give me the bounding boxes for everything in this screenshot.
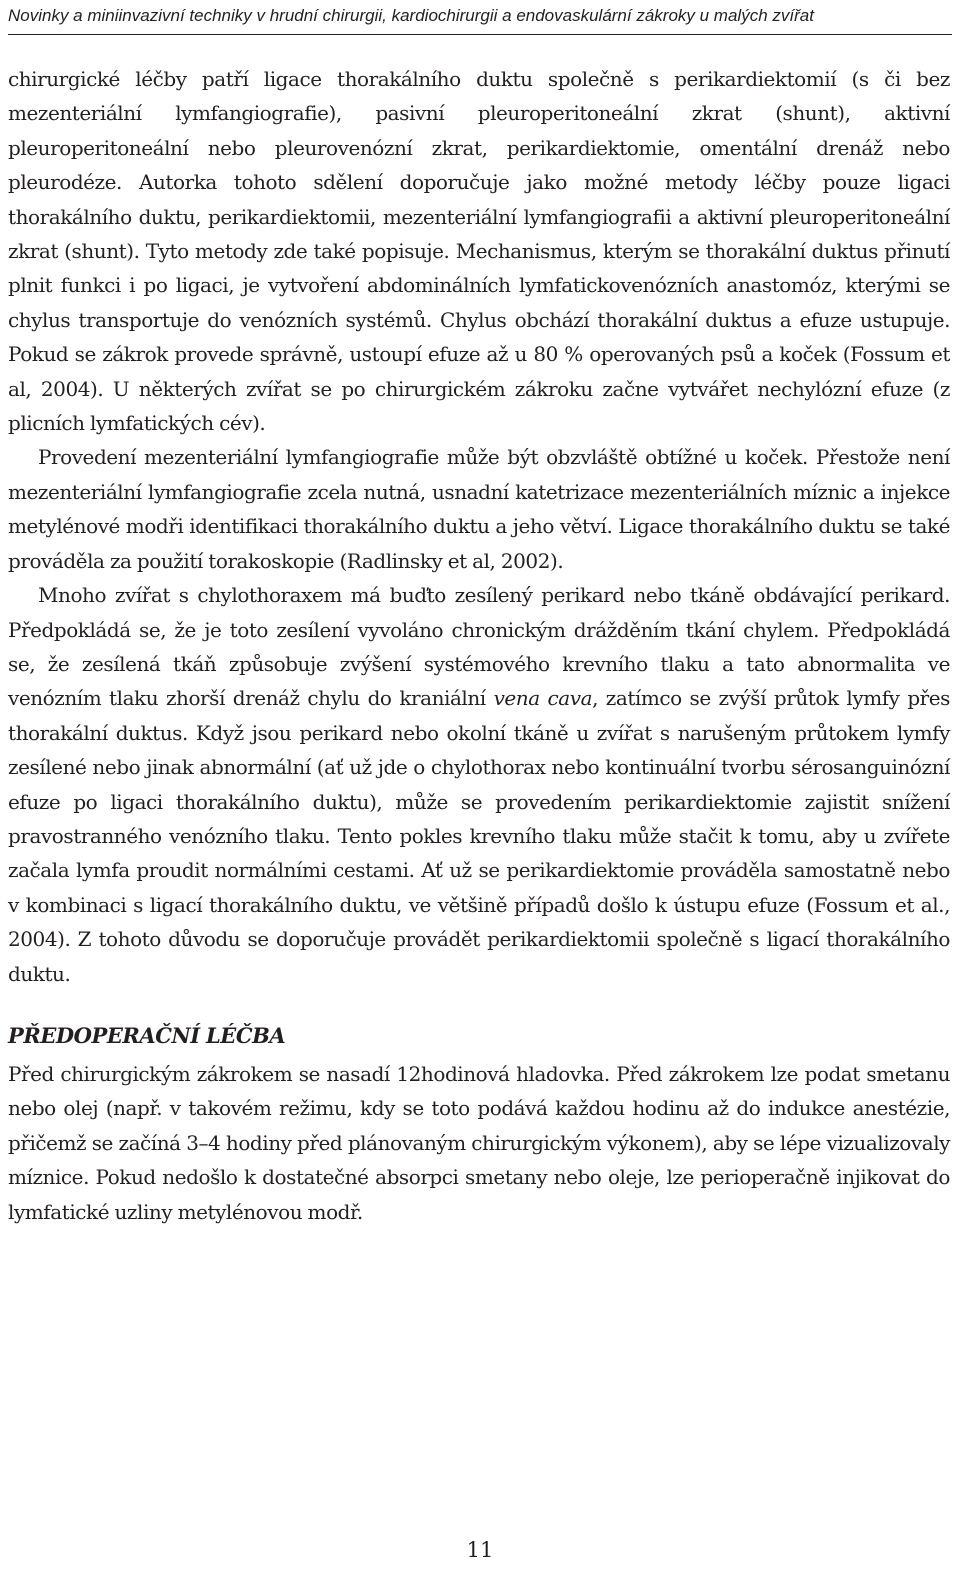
paragraph-2-text: Provedení mezenteriální lymfangiografie může být obzvláště obtížné u koček. Přestože není mezenteriální lymfangiografie zcela nutná, usnadní katetrizace mezenteriálních míznic a injekce metylénové modři identifikaci thorakálního duktu a jeho větví. Ligace thorakálního duktu se také prováděla za použití torakoskopie (Radlinsky et al, 2002).: [8, 445, 950, 573]
section-heading: PŘEDOPERAČNÍ LÉČBA: [8, 1022, 286, 1048]
section-paragraph-text: Před chirurgickým zákrokem se nasadí 12hodinová hladovka. Před zákrokem lze podat smetanu nebo olej (např. v takovém režimu, kdy se toto podává každou hodinu až do indukce anestézie, přičemž se začíná 3–4 hodiny před plánovaným chirurgickým výkonem), aby se lépe vizualizovaly míznice. Pokud nedošlo k dostatečné absorpci smetany nebo oleje, lze perioperačně injikovat do lymfatické uzliny metylénovou modř.: [8, 1061, 950, 1224]
paragraph-3-text-b: , zatímco se zvýší průtok lymfy přes thorakální duktus. Když jsou perikard nebo okolní tkáně u zvířat s narušeným průtokem lymfy zesílené nebo jinak abnormální (ať už jde o chylothorax nebo kontinuální tvorbu sérosanguinózní efuze po ligaci thorakálního duktu), může se provedením perikardiektomie zajistit snížení pravostranného venózního tlaku. Tento pokles krevního tlaku může stačit k tomu, aby u zvířete začala lymfa proudit normálními cestami. Ať už se perikardiektomie prováděla samostatně nebo v kombinaci s ligací thorakálního duktu, ve většině případů došlo k ústupu efuze (Fossum et al., 2004). Z tohoto důvodu se doporučuje provádět perikardiektomii společně s ligací thorakálního duktu.: [8, 686, 950, 986]
paragraph-3-text-a: Mnoho zvířat s chylothoraxem má buďto zesílený perikard nebo tkáně obdávající perikard. Předpokládá se, že je toto zesílení vyvoláno chronickým drážděním tkání chylem. Předpokládá se, že zesílená tkáň způsobuje zvýšení systémového krevního tlaku a tato abnormalita ve venózním tlaku zhorší drenáž chylu do kraniální: [8, 583, 950, 711]
paragraph-1: [8, 62, 950, 440]
section-paragraph: [8, 1057, 950, 1229]
running-header: Novinky a miniinvazivní techniky v hrudní chirurgii, kardiochirurgii a endovaskulární zákroky u malých zvířat: [8, 6, 814, 25]
paragraph-2: [8, 440, 950, 578]
paragraph-3-latin-term: vena cava: [493, 686, 593, 711]
paragraph-3: [8, 578, 950, 991]
page-number: 11: [466, 1538, 494, 1562]
paragraph-1-text: chirurgické léčby patří ligace thorakálního duktu společně s perikardiektomií (s či bez mezenteriální lymfangiografie), pasivní pleuroperitoneální zkrat (shunt), aktivní pleuroperitoneální nebo pleurovenózní zkrat, perikardiektomie, omentální drenáž nebo pleurodéze. Autorka tohoto sdělení doporučuje jako možné metody léčby pouze ligaci thorakálního duktu, perikardiektomii, mezenteriální lymfangiografii a aktivní pleuroperitoneální zkrat (shunt). Tyto metody zde také popisuje. Mechanismus, kterým se thorakální duktus přinutí plnit funkci i po ligaci, je vytvoření abdominálních lymfatickovenózních anastomóz, kterými se chylus transportuje do venózních systémů. Chylus obchází thorakální duktus a efuze ustupuje. Pokud se zákrok provede správně, ustoupí efuze až u 80 % operovaných psů a koček (Fossum et al, 2004). U některých zvířat se po chirurgickém zákroku začne vytvářet nechylózní efuze (z plicních lymfatických cév).: [8, 67, 950, 436]
body-text: [8, 62, 950, 1229]
header-rule: [8, 34, 952, 35]
